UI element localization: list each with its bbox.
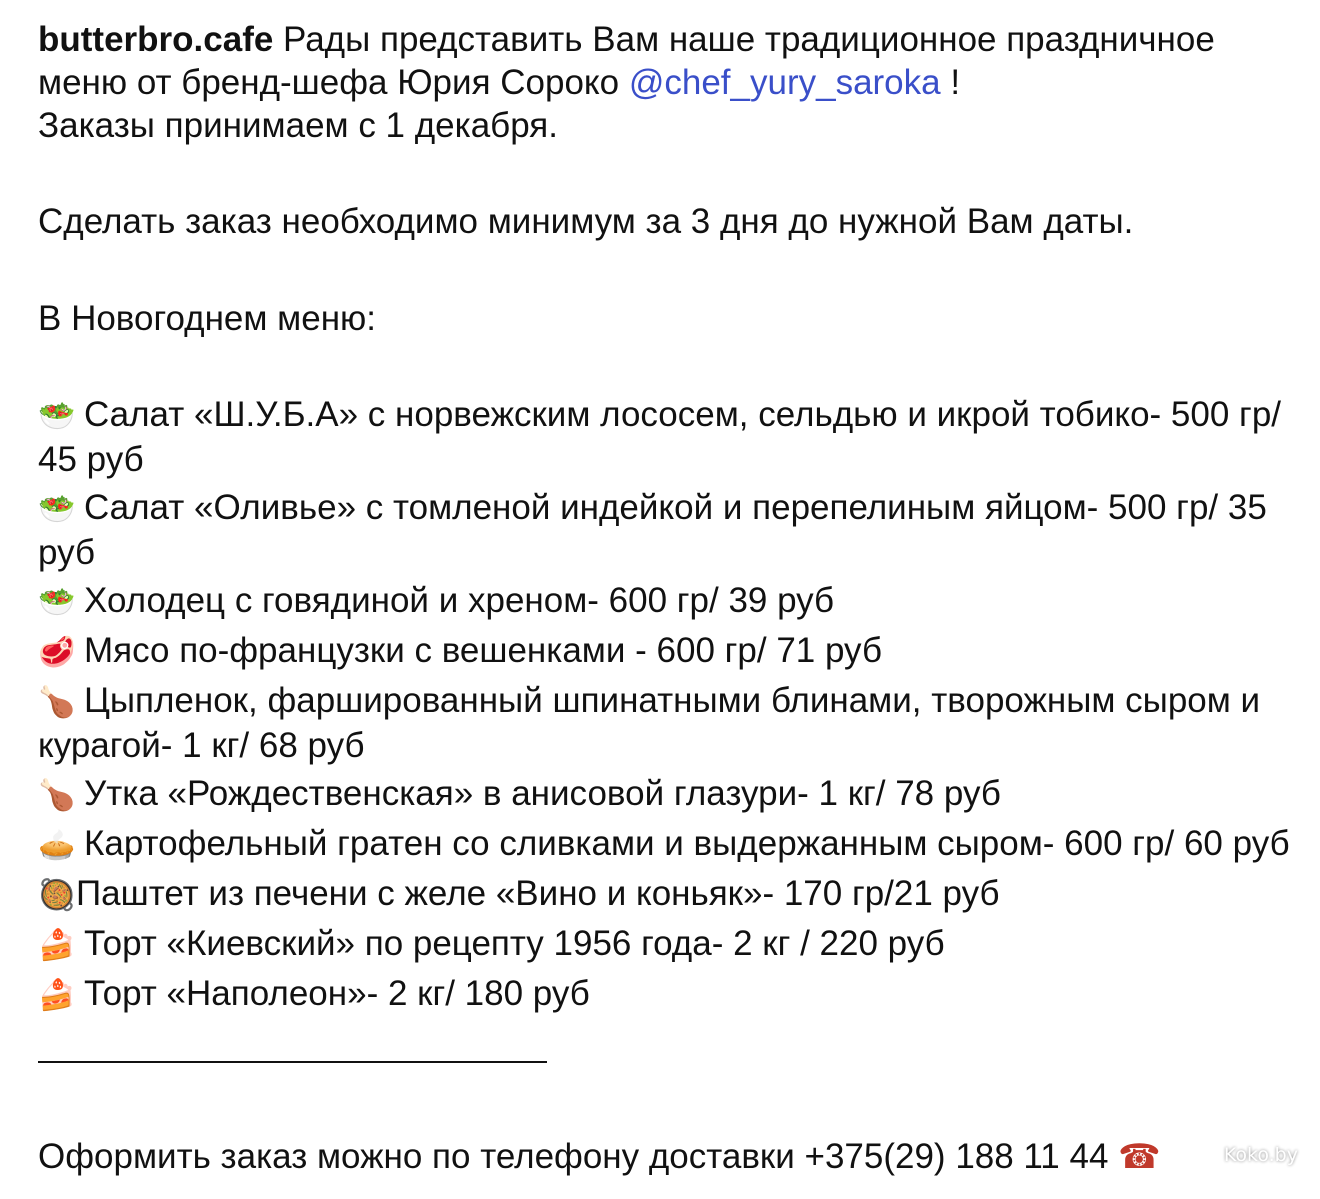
cake-slice-icon: 🍰	[38, 978, 76, 1013]
menu-item	[38, 872, 1298, 917]
divider-line	[38, 1061, 547, 1063]
menu-item	[38, 772, 1298, 817]
menu-heading: В Новогоднем меню:	[38, 299, 377, 338]
contact-text: Оформить заказ можно по телефону доставки +375(29) 188 11 44	[38, 1137, 1109, 1176]
intro-part1: Рады представить Вам наше традиционное праздничное меню от бренд-шефа Юрия Сороко	[38, 20, 1215, 102]
menu-item	[38, 393, 1298, 481]
menu-item	[38, 486, 1298, 574]
post-caption	[38, 18, 1298, 1063]
menu-item	[38, 579, 1298, 624]
pan-dish-icon: 🥘	[38, 878, 76, 913]
menu-list	[38, 393, 1298, 1017]
menu-item-text: Холодец с говядиной и хреном- 600 гр/ 39 руб	[84, 581, 835, 620]
menu-item-text: Картофельный гратен со сливками и выдержанным сыром- 600 гр/ 60 руб	[84, 824, 1290, 863]
menu-item	[38, 972, 1298, 1017]
menu-item-text: Салат «Ш.У.Б.А» с норвежским лососем, сельдью и икрой тобико- 500 гр/ 45 руб	[38, 395, 1282, 479]
mention-link[interactable]: @chef_yury_saroka	[628, 63, 941, 102]
order-notice: Сделать заказ необходимо минимум за 3 дня до нужной Вам даты.	[38, 202, 1134, 241]
meat-icon: 🥩	[38, 635, 76, 670]
pie-icon: 🥧	[38, 828, 76, 863]
poultry-leg-icon: 🍗	[38, 685, 76, 720]
menu-item	[38, 822, 1298, 867]
watermark-logo: Koko.by	[1223, 1144, 1298, 1166]
telephone-icon: ☎	[1118, 1137, 1161, 1177]
menu-item-text: Салат «Оливье» с томленой индейкой и перепелиным яйцом- 500 гр/ 35 руб	[38, 488, 1267, 572]
menu-item-text: Мясо по-французки с вешенками - 600 гр/ 71 руб	[84, 631, 882, 670]
menu-item-text: Утка «Рождественская» в анисовой глазури- 1 кг/ 78 руб	[84, 774, 1001, 813]
poultry-leg-icon: 🍗	[38, 778, 76, 813]
salad-icon: 🥗	[38, 399, 76, 434]
intro-text	[38, 18, 1298, 147]
menu-item	[38, 922, 1298, 967]
cake-slice-icon: 🍰	[38, 928, 76, 963]
menu-item-text: Торт «Киевский» по рецепту 1956 года- 2 кг / 220 руб	[84, 924, 945, 963]
menu-item-text: Паштет из печени с желе «Вино и коньяк»- 170 гр/21 руб	[76, 874, 1000, 913]
menu-item	[38, 679, 1298, 767]
salad-icon: 🥗	[38, 585, 76, 620]
salad-icon: 🥗	[38, 492, 76, 527]
menu-item-text: Торт «Наполеон»- 2 кг/ 180 руб	[84, 974, 590, 1013]
menu-item	[38, 629, 1298, 674]
intro-part2: !	[940, 63, 961, 102]
intro-line2: Заказы принимаем с 1 декабря.	[38, 106, 558, 145]
username-link[interactable]: butterbro.cafe	[38, 20, 274, 59]
menu-item-text: Цыпленок, фаршированный шпинатными блинами, творожным сыром и курагой- 1 кг/ 68 руб	[38, 681, 1261, 765]
contact-line	[38, 1135, 1278, 1179]
